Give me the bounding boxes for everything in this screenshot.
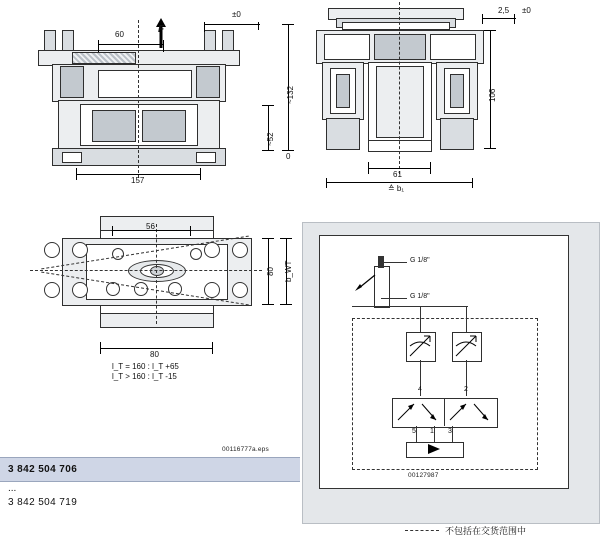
front-view-right (300, 0, 600, 200)
dim-b1-label: ≙ b₁ (388, 184, 405, 193)
note-lt-2: l_T > 160 : l_T -15 (112, 372, 177, 381)
valve-symbol (392, 398, 496, 426)
throttle-symbol-right (452, 332, 480, 360)
part-number-secondary: 3 842 504 719 (8, 497, 78, 508)
legend-dash-icon (405, 530, 439, 531)
tol-top-left-label: ±0 (232, 10, 241, 19)
schematic-panel (302, 222, 600, 524)
front-section-view (0, 0, 300, 200)
force-arrow-label: F (158, 24, 165, 35)
part-number-highlight (0, 457, 300, 482)
part-number-ellipsis: ... (8, 483, 17, 494)
valve-port-3: 3 (448, 428, 452, 435)
drawing-id-schematic: 00127987 (408, 472, 439, 479)
dim-106-label: 106 (488, 88, 497, 102)
port-lower-label: G 1/8" (410, 293, 430, 300)
legend-text: 不包括在交货范围中 (445, 526, 527, 536)
dim-2-5-label: 2,5 (498, 6, 510, 15)
note-lt-1: l_T = 160 : l_T +65 (112, 362, 179, 371)
valve-port-5: 5 (412, 428, 416, 435)
dim-157-label: 157 (131, 176, 145, 185)
top-view (0, 200, 300, 390)
callout-arrow-icon (354, 274, 376, 292)
valve-port-1: 1 (430, 428, 434, 435)
legend-not-in-scope (405, 524, 526, 537)
dim-52-label: ~52 (266, 132, 275, 146)
dim-0-label: 0 (286, 152, 291, 161)
dim-80-bottom-label: 80 (150, 350, 159, 359)
pneumatic-circuit (319, 235, 569, 489)
valve-port-2: 2 (464, 386, 468, 393)
tol-top-right-label: ±0 (522, 6, 531, 15)
port-upper-label: G 1/8" (410, 257, 430, 264)
dim-61-label: 61 (393, 170, 402, 179)
valve-port-4: 4 (418, 386, 422, 393)
dim-56-label: 56 (146, 222, 155, 231)
dim-132-label: ~132 (286, 85, 295, 104)
dim-80-right-label: 80 (266, 267, 275, 276)
part-number-primary: 3 842 504 706 (8, 464, 78, 475)
dim-60-label: 60 (115, 30, 124, 39)
drawing-id-main: 00116777a.eps (222, 446, 269, 453)
throttle-symbol-left (406, 332, 434, 360)
dim-bwt-label: b_WT (284, 260, 293, 282)
